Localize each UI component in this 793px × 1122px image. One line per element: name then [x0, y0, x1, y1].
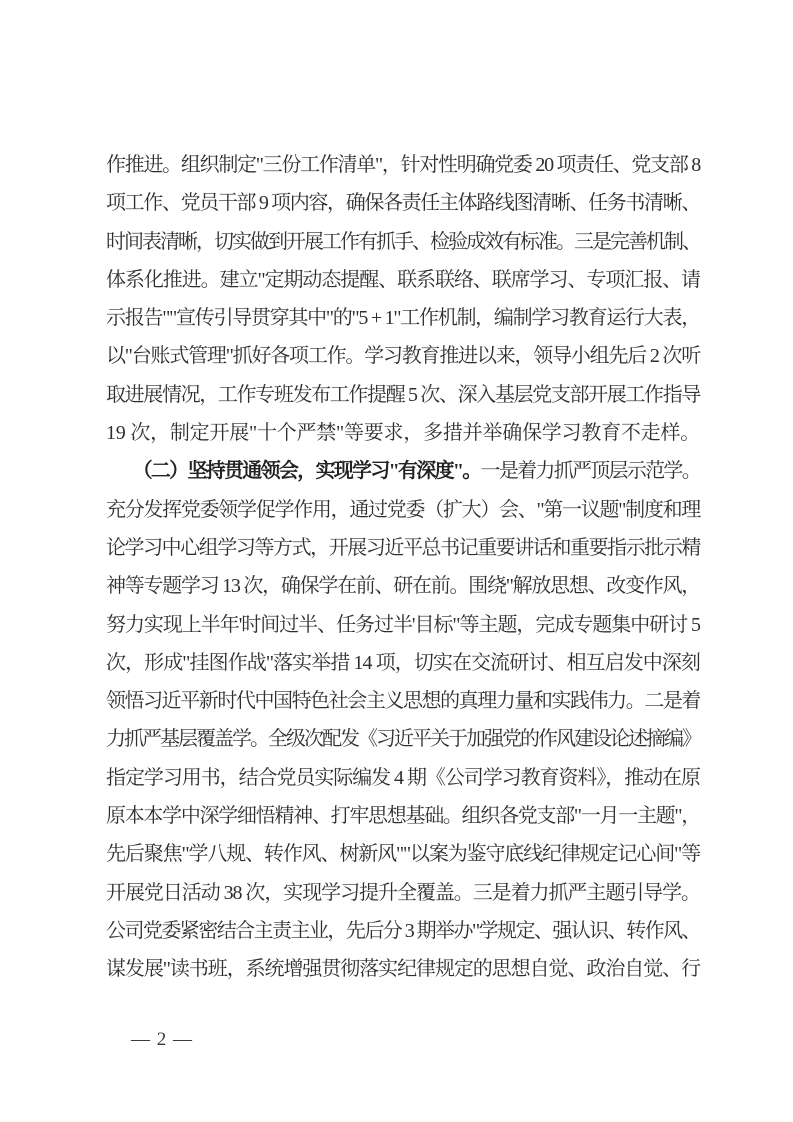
text-line: [106, 261, 700, 299]
text-line: [106, 912, 700, 950]
text-line: [106, 835, 700, 873]
body-text: 作推进。组织制定"三份工作清单"，针对性明确党委 20 项责任、党支部 8: [106, 154, 700, 176]
body-text: 19 次，制定开展"十个严禁"等要求，多措并举确保学习教育不走样。: [106, 422, 700, 445]
body-text: 充分发挥党委领学促学作用，通过党委（扩大）会、"第一议题"制度和理: [106, 498, 700, 521]
text-line: [106, 682, 700, 720]
body-text: 指定学习用书，结合党员实际编发 4 期《公司学习教育资料》，推动在原: [106, 766, 700, 789]
body-text: 努力实现上半年'时间过半、任务过半'目标"等主题，完成专题集中研讨 5: [106, 613, 700, 636]
body-text: 公司党委紧密结合主责主业，先后分 3 期举办"学规定、强认识、转作风、: [106, 919, 700, 942]
body-text: 示报告""宣传引导贯穿其中"的"5 + 1"工作机制，编制学习教育运行大表，: [106, 307, 700, 330]
body-text: 以"台账式管理"抓好各项工作。学习教育推进以来，领导小组先后 2 次听: [106, 345, 700, 368]
text-line: [106, 223, 700, 261]
body-text: 时间表清晰，切实做到开展工作有抓手、检验成效有标准。三是完善机制、: [106, 230, 700, 253]
body-text: 开展党日活动 38 次，实现学习提升全覆盖。三是着力抓严主题引导学。: [106, 881, 700, 904]
text-line: [106, 529, 700, 567]
text-line: [106, 184, 700, 222]
text-line: [106, 797, 700, 835]
text-line: [106, 567, 700, 605]
body-text: 力抓严基层覆盖学。全级次配发《习近平关于加强党的作风建设论述摘编》: [106, 728, 700, 751]
body-text: 神等专题学习 13 次，确保学在前、研在前。围绕"解放思想、改变作风，: [106, 575, 700, 598]
body-text: 次，形成"挂图作战"落实举措 14 项，切实在交流研讨、相互启发中深刻: [106, 651, 700, 674]
body-text: 论学习中心组学习等方式，开展习近平总书记重要讲话和重要指示批示精: [106, 536, 700, 559]
text-block: [106, 146, 700, 989]
body-text: 先后聚焦"学八规、转作风、树新风""以案为鉴守底线纪律规定记心间"等: [106, 843, 700, 866]
text-line: [106, 452, 700, 490]
text-line: [106, 606, 700, 644]
page-number: — 2 —: [131, 1029, 193, 1050]
text-line: [106, 414, 700, 452]
body-text: 项工作、党员干部 9 项内容，确保各责任主体路线图清晰、任务书清晰、: [106, 192, 700, 215]
text-line: [106, 644, 700, 682]
text-line: [106, 874, 700, 912]
text-line: [106, 950, 700, 988]
body-text: 谋发展"读书班，系统增强贯彻落实纪律规定的思想自觉、政治自觉、行: [106, 958, 700, 981]
text-line: [106, 720, 700, 758]
text-line: [106, 337, 700, 375]
text-line: [106, 299, 700, 337]
body-text: 领悟习近平新时代中国特色社会主义思想的真理力量和实践伟力。二是着: [106, 690, 700, 713]
text-line: [106, 376, 700, 414]
text-line: [106, 759, 700, 797]
body-text: 体系化推进。建立"定期动态提醒、联系联络、联席学习、专项汇报、请: [106, 268, 700, 291]
paragraph-heading: （二）坚持贯通领会，实现学习"有深度"。: [106, 460, 481, 483]
body-text: 取进展情况，工作专班发布工作提醒 5 次、深入基层党支部开展工作指导: [106, 383, 700, 406]
body-text: 原本本学中深学细悟精神、打牢思想基础。组织各党支部"一月一主题"，: [106, 805, 700, 828]
text-line: [106, 146, 700, 184]
text-line: [106, 491, 700, 529]
body-text: 一是着力抓严顶层示范学。: [480, 460, 700, 483]
